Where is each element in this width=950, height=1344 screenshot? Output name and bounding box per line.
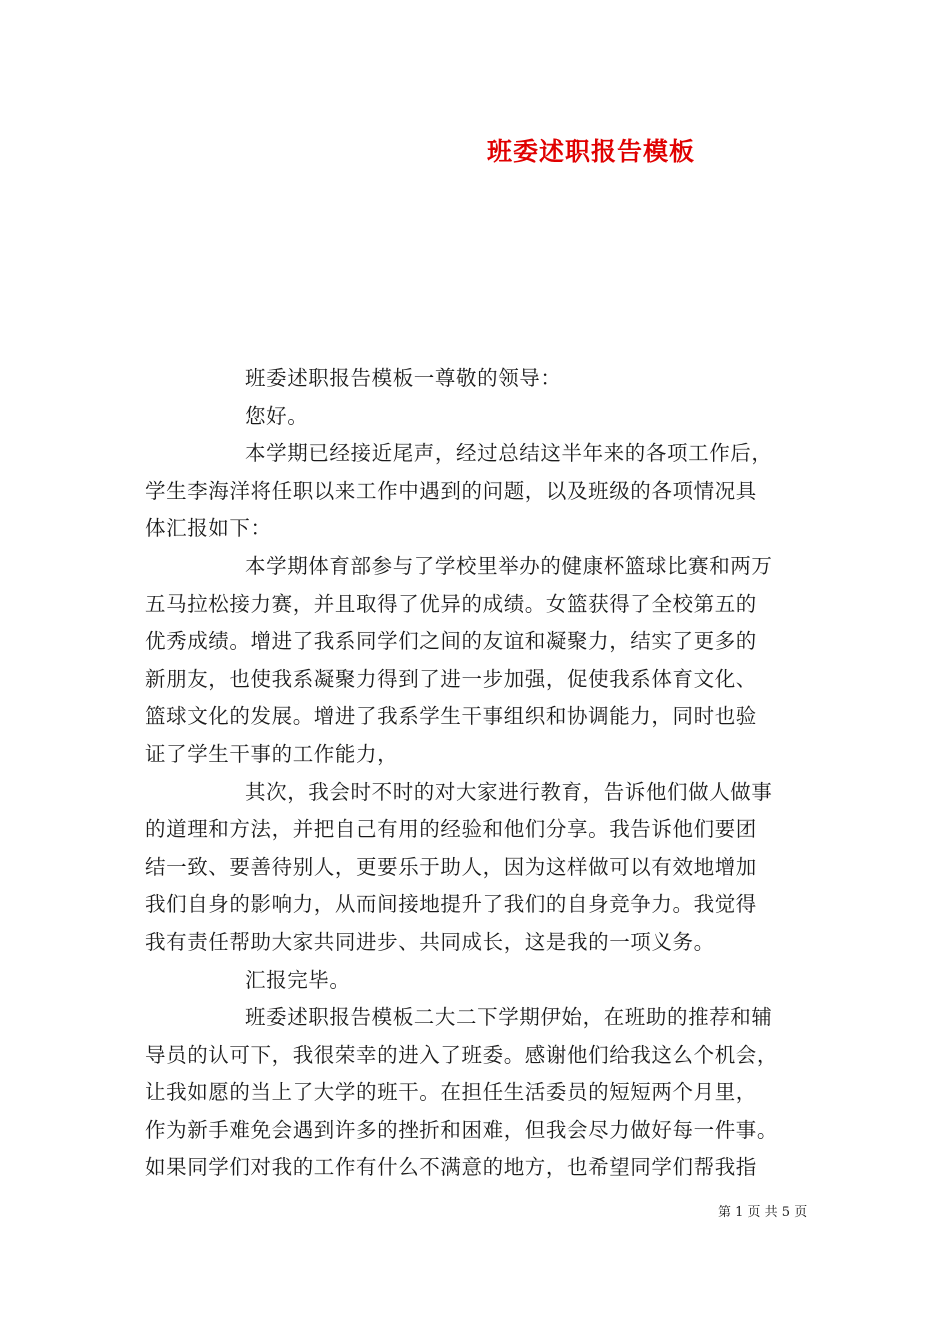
paragraph-line: 本学期体育部参与了学校里举办的健康杯篮球比赛和两万 <box>245 553 773 578</box>
paragraph-line: 汇报完毕。 <box>245 967 351 992</box>
paragraph-line: 五马拉松接力赛，并且取得了优异的成绩。女篮获得了全校第五的 <box>145 591 757 616</box>
paragraph-line: 让我如愿的当上了大学的班干。在担任生活委员的短短两个月里， <box>145 1080 757 1105</box>
paragraph-line: 班委述职报告模板一尊敬的领导： <box>245 366 562 390</box>
paragraph-line: 导员的认可下，我很荣幸的进入了班委。感谢他们给我这么个机会， <box>145 1042 778 1067</box>
body-text <box>145 360 825 1187</box>
paragraph-line: 我有责任帮助大家共同进步、共同成长，这是我的一项义务。 <box>145 929 715 954</box>
page-number-footer: 第 1 页 共 5 页 <box>718 1205 808 1220</box>
paragraph-line: 篮球文化的发展。增进了我系学生干事组织和协调能力，同时也验 <box>145 704 757 729</box>
paragraph-line: 班委述职报告模板二大二下学期伊始，在班助的推荐和辅 <box>245 1005 773 1030</box>
paragraph-line: 结一致、要善待别人，更要乐于助人，因为这样做可以有效地增加 <box>145 854 757 879</box>
paragraph-line: 本学期已经接近尾声，经过总结这半年来的各项工作后， <box>245 441 773 466</box>
paragraph-line: 作为新手难免会遇到许多的挫折和困难，但我会尽力做好每一件事。 <box>145 1117 778 1142</box>
paragraph-line: 体汇报如下： <box>145 516 272 541</box>
paragraph-line: 新朋友，也使我系凝聚力得到了进一步加强，促使我系体育文化、 <box>145 666 757 691</box>
paragraph-line: 证了学生干事的工作能力， <box>145 741 399 766</box>
paragraph-line: 其次，我会时不时的对大家进行教育，告诉他们做人做事 <box>245 779 773 804</box>
paragraph-line: 您好。 <box>245 403 309 428</box>
paragraph-line: 我们自身的影响力，从而间接地提升了我们的自身竞争力。我觉得 <box>145 892 757 917</box>
paragraph-line: 如果同学们对我的工作有什么不满意的地方，也希望同学们帮我指 <box>145 1155 757 1180</box>
paragraph-line: 学生李海洋将任职以来工作中遇到的问题，以及班级的各项情况具 <box>145 478 757 503</box>
paragraph-line: 的道理和方法，并把自己有用的经验和他们分享。我告诉他们要团 <box>145 817 757 842</box>
page-title: 班委述职报告模板 <box>487 137 696 166</box>
paragraph-line: 优秀成绩。增进了我系同学们之间的友谊和凝聚力，结实了更多的 <box>145 629 757 654</box>
